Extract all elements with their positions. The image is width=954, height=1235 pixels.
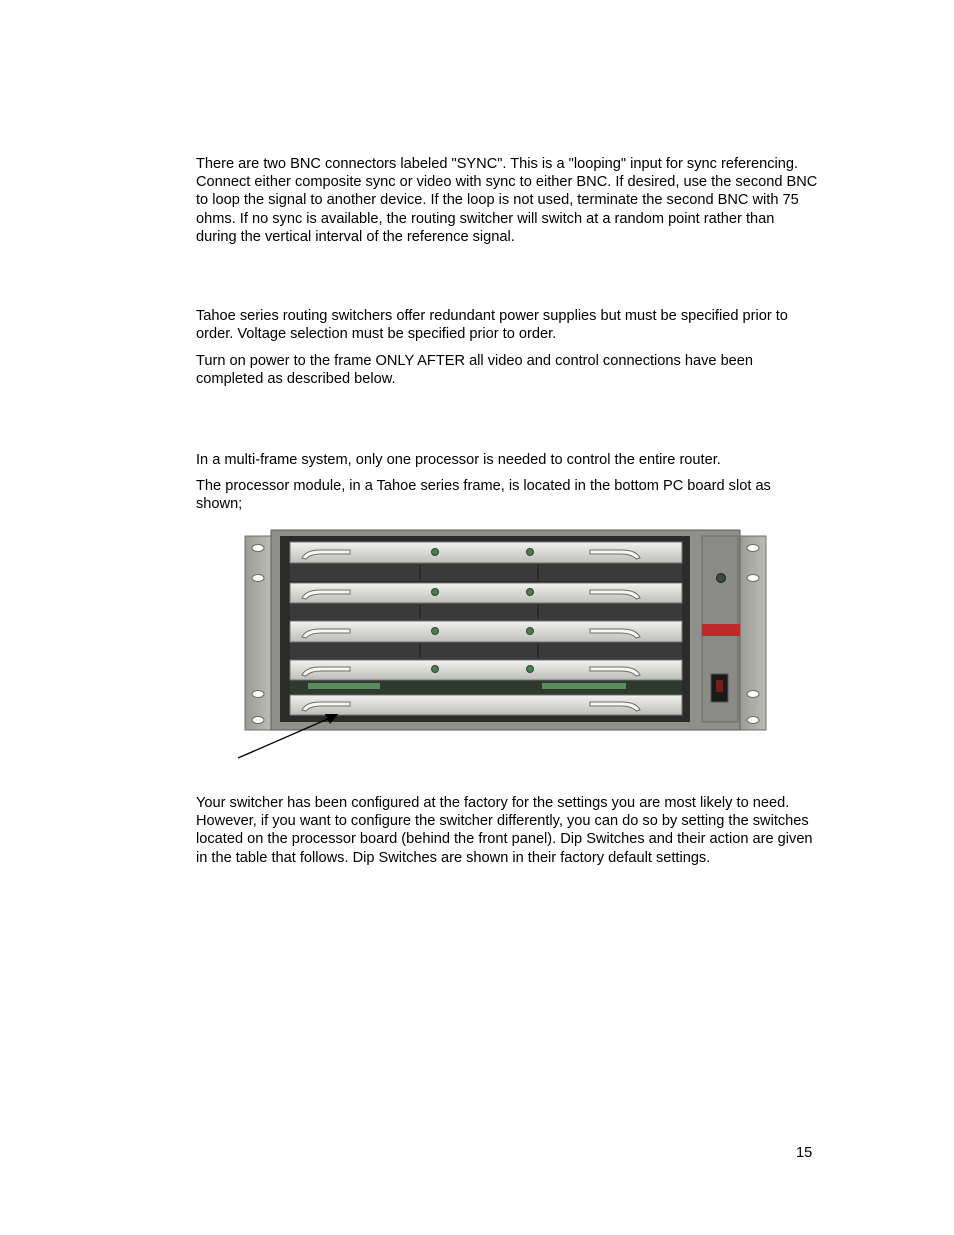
processor-paragraph-1: In a multi-frame system, only one processor is needed to control the entire router. bbox=[196, 452, 721, 468]
right-rack-ear bbox=[740, 536, 766, 730]
power-paragraph-1: Tahoe series routing switchers offer redundant power supplies but must be specified prior to order. Voltage selection must be specified prior to order. bbox=[196, 308, 788, 343]
brand-label bbox=[702, 624, 740, 636]
router-frame-figure bbox=[230, 522, 790, 767]
router-frame-photo bbox=[230, 522, 790, 767]
left-rack-ear bbox=[245, 536, 271, 730]
processor-paragraph-2: The processor module, in a Tahoe series frame, is located in the bottom PC board slot as shown; bbox=[196, 478, 771, 513]
sync-paragraph: There are two BNC connectors labeled "SYNC". This is a "looping" input for sync referencing. Connect either composite sync or video with sync to either BNC. If desired, use the second BNC to loop the signal to another device. If the loop is not used, terminate the second BNC with 75 ohms. If no sync is available, the routing switcher will switch at a random point rather than during the vertical interval of the reference signal. bbox=[196, 156, 818, 245]
status-led-icon bbox=[717, 574, 726, 583]
power-paragraph-2: Turn on power to the frame ONLY AFTER all video and control connections have been completed as described below. bbox=[196, 353, 754, 388]
config-paragraph: Your switcher has been configured at the factory for the settings you are most likely to need. However, if you want to configure the switcher differently, you can do so by setting the switches located on the processor board (behind the front panel). Dip Switches and their action are given in the table that follows. Dip Switches are shown in their factory default settings. bbox=[196, 795, 813, 866]
page-number: 15 bbox=[796, 1145, 813, 1161]
